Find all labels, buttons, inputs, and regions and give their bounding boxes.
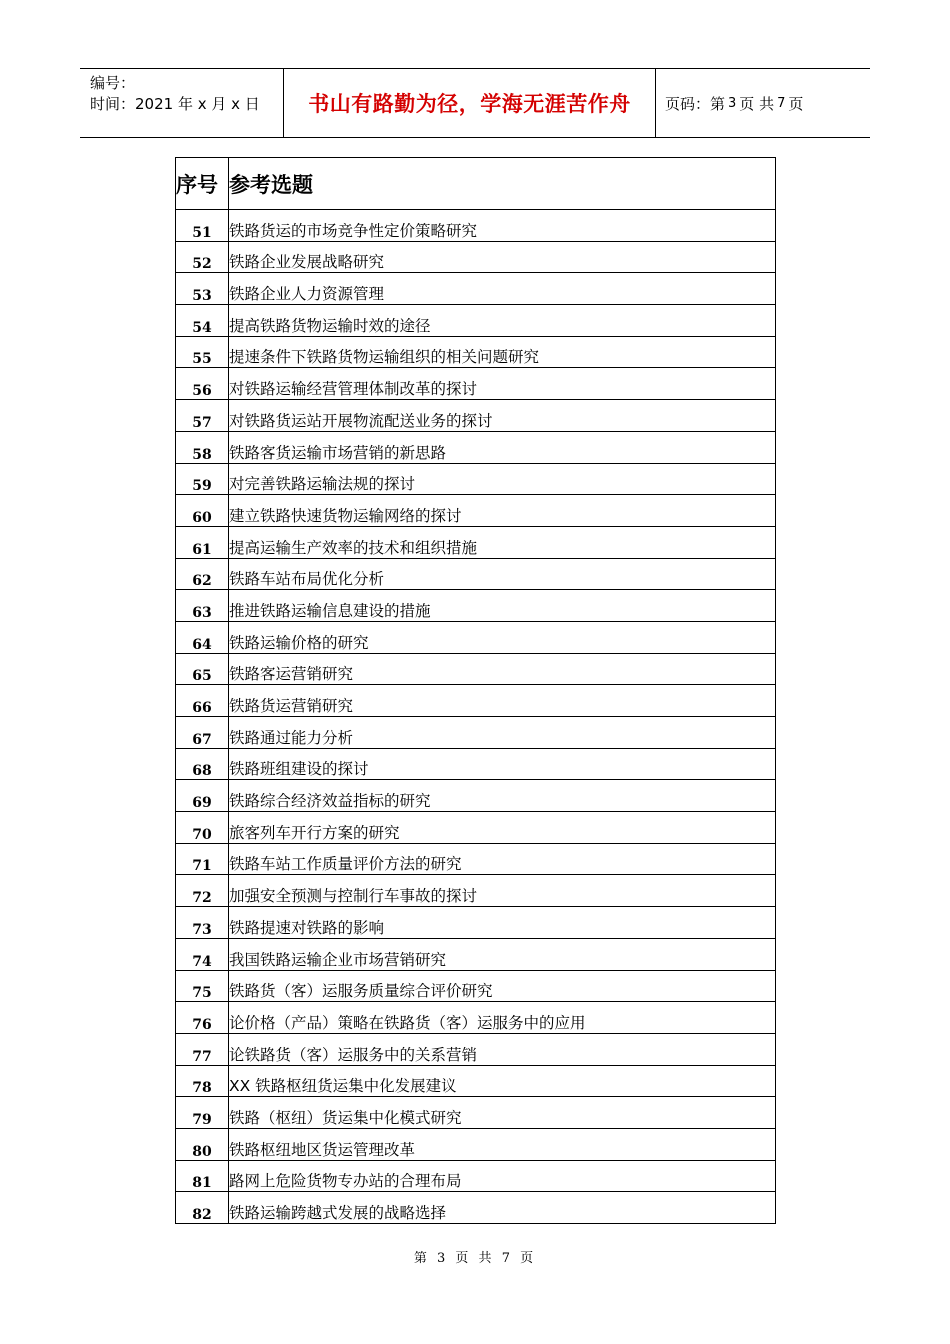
row-topic-title: 路网上危险货物专办站的合理布局 (229, 1160, 776, 1192)
row-topic-title: 对铁路运输经营管理体制改革的探讨 (229, 368, 776, 400)
row-index: 51 (176, 210, 229, 242)
row-index: 79 (176, 1097, 229, 1129)
row-topic-title: 对完善铁路运输法规的探讨 (229, 463, 776, 495)
row-index: 73 (176, 907, 229, 939)
table-row (176, 717, 776, 749)
row-index: 65 (176, 653, 229, 685)
table-row (176, 812, 776, 844)
row-topic-title: 加强安全预测与控制行车事故的探讨 (229, 875, 776, 907)
row-index: 70 (176, 812, 229, 844)
row-topic-title: XX 铁路枢纽货运集中化发展建议 (229, 1065, 776, 1097)
time-label: 时间：2021 年 x 月 x 日 (90, 95, 260, 113)
page-total: 7 (777, 95, 786, 111)
row-topic-title: 铁路运输跨越式发展的战略选择 (229, 1192, 776, 1224)
row-index: 75 (176, 970, 229, 1002)
row-index: 69 (176, 780, 229, 812)
table-row (176, 590, 776, 622)
table-row (176, 463, 776, 495)
row-index: 80 (176, 1128, 229, 1160)
row-index: 58 (176, 431, 229, 463)
table-row (176, 210, 776, 242)
row-topic-title: 铁路枢纽地区货运管理改革 (229, 1128, 776, 1160)
header-page-number (656, 69, 870, 137)
table-row (176, 875, 776, 907)
row-index: 53 (176, 273, 229, 305)
table-row (176, 1065, 776, 1097)
row-index: 78 (176, 1065, 229, 1097)
row-topic-title: 旅客列车开行方案的研究 (229, 812, 776, 844)
row-topic-title: 铁路货运营销研究 (229, 685, 776, 717)
table-row (176, 780, 776, 812)
table-row (176, 305, 776, 337)
row-index: 71 (176, 843, 229, 875)
row-topic-title: 铁路班组建设的探讨 (229, 748, 776, 780)
page-footer: 第 3 页 共 7 页 (413, 1251, 537, 1266)
row-topic-title: 铁路客货运输市场营销的新思路 (229, 431, 776, 463)
topics-table (175, 157, 776, 1224)
row-topic-title: 铁路提速对铁路的影响 (229, 907, 776, 939)
row-topic-title: 铁路运输价格的研究 (229, 621, 776, 653)
page-header (80, 68, 870, 138)
page-prefix: 页码：第 (665, 94, 726, 113)
row-topic-title: 对铁路货运站开展物流配送业务的探讨 (229, 400, 776, 432)
row-topic-title: 提速条件下铁路货物运输组织的相关问题研究 (229, 336, 776, 368)
row-topic-title: 铁路货（客）运服务质量综合评价研究 (229, 970, 776, 1002)
column-header-title: 参考选题 (229, 158, 776, 210)
row-index: 77 (176, 1033, 229, 1065)
row-topic-title: 我国铁路运输企业市场营销研究 (229, 938, 776, 970)
row-index: 64 (176, 621, 229, 653)
row-topic-title: 铁路车站布局优化分析 (229, 558, 776, 590)
row-topic-title: 铁路通过能力分析 (229, 717, 776, 749)
table-row (176, 431, 776, 463)
row-topic-title: 铁路（枢纽）货运集中化模式研究 (229, 1097, 776, 1129)
table-row (176, 241, 776, 273)
row-topic-title: 论铁路货（客）运服务中的关系营销 (229, 1033, 776, 1065)
row-index: 57 (176, 400, 229, 432)
table-row (176, 368, 776, 400)
table-row (176, 621, 776, 653)
table-row (176, 907, 776, 939)
row-topic-title: 推进铁路运输信息建设的措施 (229, 590, 776, 622)
row-index: 68 (176, 748, 229, 780)
row-index: 52 (176, 241, 229, 273)
row-index: 54 (176, 305, 229, 337)
table-row (176, 400, 776, 432)
header-meta (80, 69, 283, 137)
row-index: 67 (176, 717, 229, 749)
header-motto: 书山有路勤为径，学海无涯苦作舟 (283, 69, 656, 137)
table-row (176, 1097, 776, 1129)
row-topic-title: 铁路客运营销研究 (229, 653, 776, 685)
row-index: 56 (176, 368, 229, 400)
table-row (176, 970, 776, 1002)
table-row (176, 748, 776, 780)
table-row (176, 273, 776, 305)
row-index: 55 (176, 336, 229, 368)
row-index: 62 (176, 558, 229, 590)
row-index: 59 (176, 463, 229, 495)
column-header-index: 序号 (176, 158, 229, 210)
row-index: 76 (176, 1002, 229, 1034)
row-index: 63 (176, 590, 229, 622)
serial-label: 编号： (90, 74, 136, 92)
page-current: 3 (728, 95, 737, 111)
row-index: 82 (176, 1192, 229, 1224)
table-header-row (176, 158, 776, 210)
table-row (176, 938, 776, 970)
table-row (176, 1192, 776, 1224)
page-mid: 页 共 (739, 94, 775, 113)
table-row (176, 653, 776, 685)
table-row (176, 558, 776, 590)
row-index: 74 (176, 938, 229, 970)
row-topic-title: 论价格（产品）策略在铁路货（客）运服务中的应用 (229, 1002, 776, 1034)
table-row (176, 1002, 776, 1034)
row-topic-title: 铁路企业人力资源管理 (229, 273, 776, 305)
row-index: 61 (176, 526, 229, 558)
table-body (176, 210, 776, 1224)
row-index: 81 (176, 1160, 229, 1192)
table-row (176, 1160, 776, 1192)
table-row (176, 1033, 776, 1065)
row-topic-title: 铁路企业发展战略研究 (229, 241, 776, 273)
row-topic-title: 铁路综合经济效益指标的研究 (229, 780, 776, 812)
row-topic-title: 铁路车站工作质量评价方法的研究 (229, 843, 776, 875)
page-suffix: 页 (788, 94, 804, 113)
table-row (176, 1128, 776, 1160)
table-row (176, 685, 776, 717)
row-topic-title: 铁路货运的市场竞争性定价策略研究 (229, 210, 776, 242)
table-row (176, 526, 776, 558)
table-row (176, 843, 776, 875)
row-topic-title: 建立铁路快速货物运输网络的探讨 (229, 495, 776, 527)
row-topic-title: 提高铁路货物运输时效的途径 (229, 305, 776, 337)
table-row (176, 495, 776, 527)
table-row (176, 336, 776, 368)
row-index: 66 (176, 685, 229, 717)
row-topic-title: 提高运输生产效率的技术和组织措施 (229, 526, 776, 558)
row-index: 72 (176, 875, 229, 907)
row-index: 60 (176, 495, 229, 527)
